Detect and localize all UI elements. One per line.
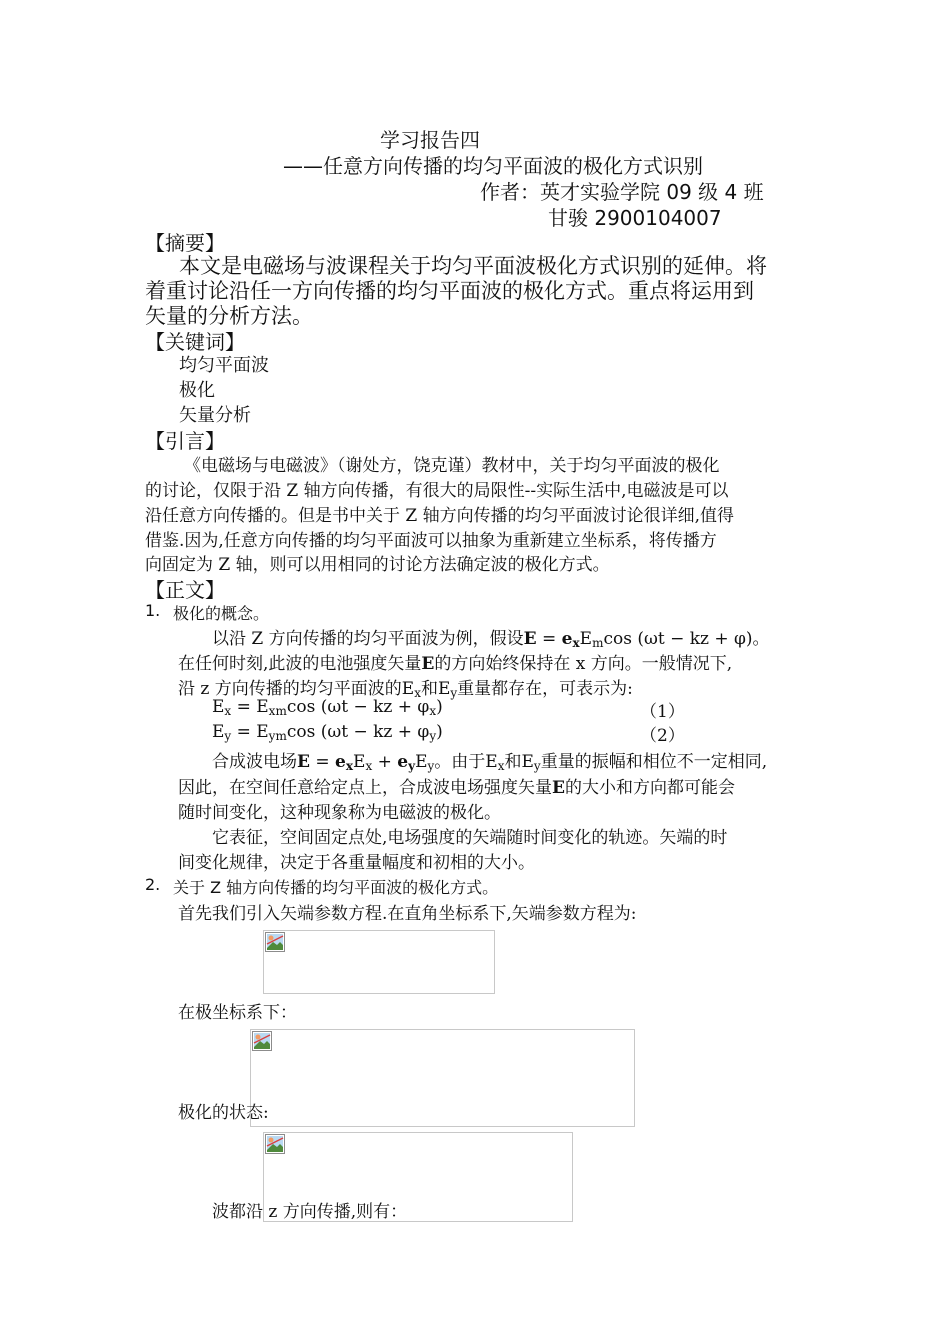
intro-line: 沿任意方向传播的。但是书中关于 Z 轴方向传播的均匀平面波讨论很详细,值得 [145, 506, 735, 526]
author-name: 甘骏 2900104007 [548, 206, 722, 230]
abstract-line: 矢量的分析方法。 [145, 304, 313, 328]
intro-heading: 【引言】 [145, 429, 225, 453]
section1-title: 极化的概念。 [173, 604, 270, 623]
broken-image-placeholder [263, 930, 495, 994]
polar-label: 在极坐标系下： [178, 1003, 297, 1023]
intro-line: 借鉴.因为,任意方向传播的均匀平面波可以抽象为重新建立坐标系，将传播方 [145, 531, 717, 551]
polarization-state-label: 极化的状态: [178, 1103, 269, 1123]
body-heading: 【正文】 [145, 578, 225, 602]
section1-paragraph1-line2: 在任何时刻,此波的电池强度矢量E的方向始终保持在 x 方向。一般情况下, [178, 654, 733, 674]
broken-image-icon [265, 932, 285, 952]
equation-1-number: （1） [640, 702, 685, 722]
broken-image-icon [252, 1031, 272, 1051]
equation-2: $E_y = E_{ym}\cos$ (ωt − kz + $\varphi_y$) [212, 722, 443, 743]
report-title: 学习报告四 [380, 128, 480, 152]
section2-title: 关于 Z 轴方向传播的均匀平面波的极化方式。 [173, 878, 499, 897]
section1-paragraph2-line2: 因此，在空间任意给定点上，合成波电场强度矢量E的大小和方向都可能会 [178, 778, 735, 798]
intro-line: 向固定为 Z 轴，则可以用相同的讨论方法确定波的极化方式。 [145, 555, 610, 575]
section1-paragraph3: 它表征，空间固定点处,电场强度的矢端随时间变化的轨迹。矢端的时 [212, 828, 728, 848]
intro-line: 的讨论，仅限于沿 Z 轴方向传播，有很大的局限性--实际生活中,电磁波是可以 [145, 481, 729, 501]
abstract-line: 本文是电磁场与波课程关于均匀平面波极化方式识别的延伸。将 [179, 254, 767, 278]
author-line: 作者：英才实验学院 09 级 4 班 [480, 180, 764, 204]
keyword-item: 极化 [179, 380, 215, 401]
intro-line: 《电磁场与电磁波》（谢处方，饶克谨）教材中，关于均匀平面波的极化 [184, 456, 720, 476]
section1-number: 1. [145, 601, 161, 620]
section2-intro-line: 首先我们引入矢端参数方程.在直角坐标系下,矢端参数方程为: [178, 904, 637, 924]
section2-number: 2. [145, 875, 161, 894]
abstract-heading: 【摘要】 [145, 231, 225, 255]
keywords-heading: 【关键词】 [145, 330, 245, 354]
section1-paragraph1-line3: 沿 z 方向传播的均匀平面波的$E_x$和$E_y$重量都存在，可表示为: [178, 679, 633, 700]
keyword-item: 矢量分析 [179, 405, 251, 426]
report-subtitle: ——任意方向传播的均匀平面波的极化方式识别 [283, 154, 703, 178]
section1-paragraph2: 合成波电场$E = e_xE_x + e_yE_y$。由于$E_x$和$E_y$重量的振幅和相位不一定相同, [212, 752, 768, 773]
equation-1: $E_x = E_{xm}\cos$ (ωt − kz + $\varphi_x$) [212, 697, 443, 718]
keyword-item: 均匀平面波 [179, 355, 269, 376]
equation-2-number: （2） [640, 726, 685, 746]
section2-last-line: 波都沿 z 方向传播,则有： [212, 1202, 408, 1222]
broken-image-placeholder [250, 1029, 635, 1127]
section1-paragraph3-line2: 间变化规律，决定于各重量幅度和初相的大小。 [178, 853, 535, 873]
section1-paragraph2-line3: 随时间变化，这种现象称为电磁波的极化。 [178, 803, 501, 823]
abstract-line: 着重讨论沿任一方向传播的均匀平面波的极化方式。重点将运用到 [145, 279, 754, 303]
broken-image-icon [265, 1134, 285, 1154]
section1-paragraph1: 以沿 Z 方向传播的均匀平面波为例，假设$E = e_xE_m\cos$ (ωt − kz + φ)。 [212, 629, 770, 650]
